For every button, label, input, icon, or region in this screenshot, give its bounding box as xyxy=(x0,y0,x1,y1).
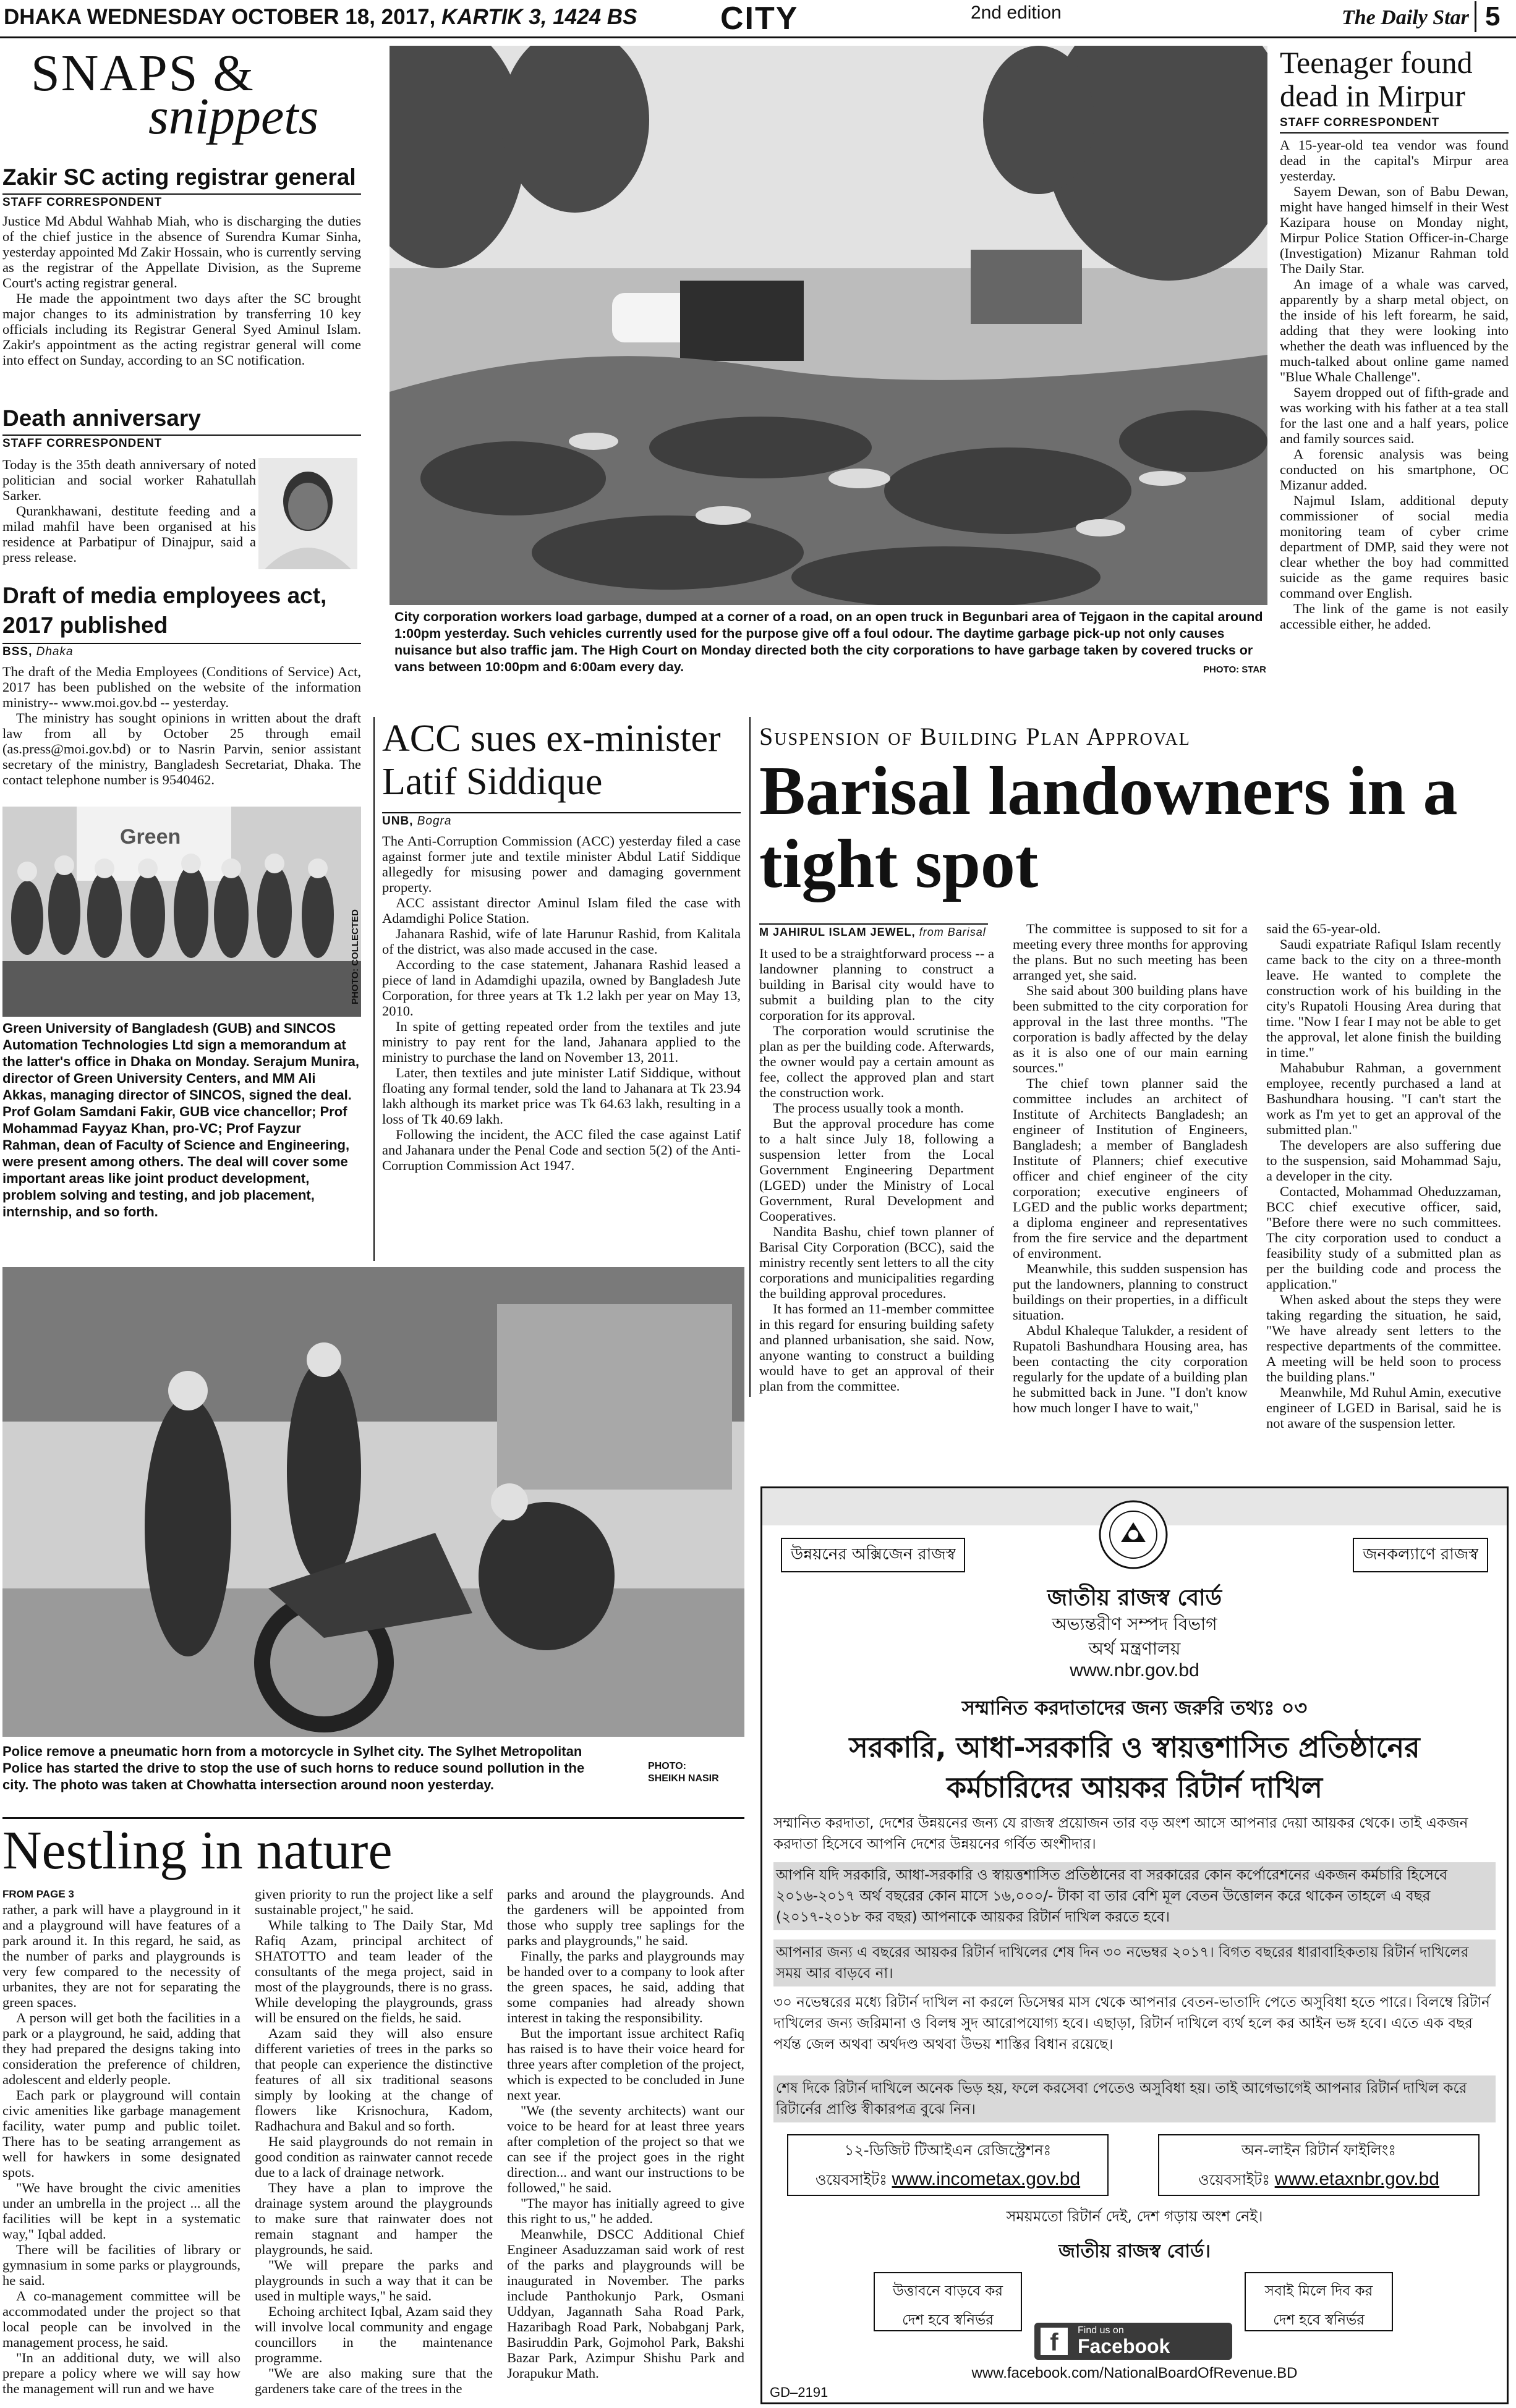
barisal-header xyxy=(759,722,1507,920)
ad-sign: জাতীয় রাজস্ব বোর্ড। xyxy=(1058,2241,1211,2262)
headline: Draft of media employees act, 2017 published xyxy=(2,583,327,638)
headline: Nestling in nature xyxy=(2,1817,744,1881)
ad-left-slogan-box: উত্তাবনে বাড়বে কর দেশ হবে স্বনির্ভর xyxy=(874,2272,1022,2331)
police-photo xyxy=(2,1267,744,1737)
snaps-header: SNAPS & snippets xyxy=(31,45,319,145)
headline: Death anniversary xyxy=(2,405,201,431)
article-teenager: Teenager found dead in Mirpur STAFF CORRESPONDENT A 15-year-old tea vendor was found dead in the capital's Mirpur area yesterday. Sayem Dewan, son of Babu Dewan, might have hanged himself in their West Kazipara house on Monday night, Mirpur Police Station Officer-in-Charge (Investigation) Mizanur Rahman told The Daily Star. An image of a whale was carved, apparently by a sharp metal object, on the inside of his left forearm, he said, adding that they were looking into whether the death was influenced by the much-talked about online game named "Blue Whale Challenge". Sayem dropped out of fifth-grade and was working with his father at a tea stall for the last one and a half years, police and family sources said. A forensic analysis was being conducted on his smartphone, OC Mizanur added. Najmul Islam, additional deputy commissioner of social media monitoring team of cyber crime department of DMP, said they were not clear whether the boy had committed suicide as the game requires basic command over English. The link of the game is not easily accessible either, he added. xyxy=(1280,46,1509,632)
portrait-photo xyxy=(258,458,357,569)
photo-credit: PHOTO: COLLECTED xyxy=(350,909,360,1004)
portrait-figure xyxy=(258,458,357,569)
garbage-caption: City corporation workers load garbage, dumped at a corner of a road, on an open truck in Begunbari area of Tejgaon in the capital around 1:00pm yesterday. Such vehicles currently used for the purpose give off a foul odour. The daytime garbage pick-up not only causes nuisance but also traffic jam. The High Court on Monday directed both the city corporations to have garbage taken by covered trucks or vans between 10:00pm and 6:00am every day. PHOTO: STAR xyxy=(394,609,1266,695)
incometax-link[interactable]: www.incometax.gov.bd xyxy=(892,2169,1081,2189)
ad-code: GD–2191 xyxy=(770,2385,828,2400)
gub-caption: Green University of Bangladesh (GUB) and SINCOS Automation Technologies Ltd sign a memorandum at the latter's office in Dhaka on Monday. Serajum Munira, director of Green University Centers, and MM Ali Akkas, managing director of SINCOS, signed the deal. Prof Golam Samdani Fakir, GUB vice chancellor; Prof Mohammad Fayyaz Khan, pro-VC; Prof Fayzur Rahman, dean of Faculty of Science and Engineering, were present among others. The deal will cover some important areas like joint product development, problem solving and testing, and job placement, internship, and so forth. xyxy=(2,1020,359,1219)
ad-org: জাতীয় রাজস্ব বোর্ড xyxy=(1047,1585,1222,1611)
banner-text: Green xyxy=(120,825,181,849)
ad-dept: অভ্যন্তরীণ সম্পদ বিভাগ xyxy=(1052,1614,1217,1634)
ad-tag-right: জনকল্যাণে রাজস্ব xyxy=(1353,1538,1488,1572)
ad-ministry: অর্থ মন্ত্রণালয় xyxy=(1088,1639,1181,1659)
ad-para-2: আপনি যদি সরকারি, আধা-সরকারি ও স্বায়ত্তশাসিত প্রতিষ্ঠানের বা সরকারের কোন কর্পোরেশনের একজন কর্মচারি হিসেবে ২০১৬-২০১৭ অর্থ বছরের কোন মাসে ১৬,০০০/- টাকা বা তার বেশি মূল বেতন উত্তোলন করে থাকেন তাহলে এ বছর (২০১৭-২০১৮ কর বছর) আপনাকে আয়কর রিটার্ন দাখিল করতে হবে। xyxy=(773,1862,1496,1930)
ad-title-2: কর্মচারিদের আয়কর রিটার্ন দাখিল xyxy=(946,1771,1323,1804)
nbr-advertisement xyxy=(760,1486,1509,2404)
page-number: 5 xyxy=(1475,1,1500,32)
barisal-col-2: The committee is supposed to sit for a meeting every three months for approving the plans. But no such meeting has been arranged yet, she said. She said about 300 building plans have been submitted to the city corporation for approval in the last three months. "The corporation is badly affected by the delay as it is also one of our main earning sources." The chief town planner said the committee includes an architect of Institute of Architects Bangladesh; an engineer of Institution of Engineers, Bangladesh; a member of Bangladesh Institute of Planners; chief executive officer and chief engineer of the city corporation; executive engineers of LGED and the public works department; a diploma engineer and representatives from the fire service and the department of environment. Meanwhile, this sudden suspension has put the landowners, planning to construct buildings on their properties, in a difficult situation. Abdul Khaleque Talukder, a resident of Rupatoli Bashundhara Housing area, has been contacting the city corporation regularly for the update of a building plan he submitted back in June. "I don't know how much longer I have to wait," xyxy=(1013,921,1248,1415)
edition-label: 2nd edition xyxy=(971,2,1062,23)
ad-info: সম্মানিত করদাতাদের জন্য জরুরি তথ্যঃ ০৩ xyxy=(961,1696,1308,1719)
dateline: DHAKA WEDNESDAY OCTOBER 18, 2017, KARTIK 3, 1424 BS xyxy=(4,5,637,29)
byline: M JAHIRUL ISLAM JEWEL, from Barisal xyxy=(759,923,988,939)
article-acc: ACC sues ex-minister Latif Siddique UNB, Bogra The Anti-Corruption Commission (ACC) yesterday filed a case against former jute and textile minister Abdul Latif Siddique allegedly for misusing power and damaging government property. ACC assistant director Aminul Islam filed the case with Adamdighi Police Station. Jahanara Rashid, wife of late Harunur Rashid, from Kalitala of the district, was also made accused in the case. According to the case statement, Jahanara Rashid leased a piece of land in Adamdighi upazila, owned by Bangladesh Jute Corporation, for three years at Tk 1.2 lakh per year on May 13, 2010. In spite of getting repeated order from the textiles and jute ministry to pay rent for the land, Jahanara applied to the ministry to purchase the land on November 13, 2011. Later, then textiles and jute minister Latif Siddique, without floating any formal tender, sold the land to Jahanara at Tk 23.94 lakh although its market price was Tk 64.63 lakh, resulting in a loss of Tk 40.69 lakh. Following the incident, the ACC filed the case against Latif and Jahanara under the Penal Code and section 5(2) of the Anti-Corruption Commission Act 1947. xyxy=(382,718,741,1173)
ad-title-1: সরকারি, আধা-সরকারি ও স্বায়ত্তশাসিত প্রতিষ্ঠানের xyxy=(849,1731,1420,1764)
ad-slogan: সময়মতো রিটার্ন দেই, দেশ গড়ায় অংশ নেই। xyxy=(1006,2208,1263,2225)
ad-para-4: ৩০ নভেম্বরের মধ্যে রিটার্ন দাখিল না করলে ডিসেম্বর মাস থেকে আপনার বেতন-ভাতাদি পেতে অসুবিধা হতে পারে। বিলম্বে রিটার্ন দাখিলের জন্য জরিমানা ও বিলম্ব সুদ আরোপযোগ্য হবে। এছাড়া, রিটার্ন দাখিলে ব্যর্থ হলে কর আইন ভঙ্গ হবে। এতে এক বছর পর্যন্ত জেল অথবা অর্থদণ্ড অথবা উভয় শাস্তির বিধান রয়েছে। xyxy=(773,1995,1490,2053)
police-horn-image xyxy=(2,1267,744,1737)
nbr-emblem-icon xyxy=(1096,1498,1170,1572)
garbage-scene-image xyxy=(390,46,1267,605)
police-caption: Police remove a pneumatic horn from a motorcycle in Sylhet city. The Sylhet Metropolitan Police has started the drive to stop the use of such horns to reduce sound pollution in the city. The photo was taken at Chowhatta intersection around noon yesterday. xyxy=(2,1744,585,1792)
byline: STAFF CORRESPONDENT xyxy=(1280,116,1440,129)
gub-photo xyxy=(2,807,361,1017)
headline: ACC sues ex-minister Latif Siddique xyxy=(382,718,721,803)
ad-tag-left: উন্নয়নের অক্সিজেন রাজস্ব xyxy=(781,1538,965,1572)
ad-website[interactable]: www.nbr.gov.bd xyxy=(1070,1660,1199,1681)
etax-link[interactable]: www.etaxnbr.gov.bd xyxy=(1274,2169,1439,2189)
byline: STAFF CORRESPONDENT xyxy=(2,193,361,210)
nestling-col-1: FROM PAGE 3 rather, a park will have a playground in it and a playground will have features of a park around it. In this regard, he said, as the number of parks and playgrounds is very few compared to the necessity of urbanites, they are not for separating the green spaces. A person will get both the facilities in a park or a playground, he said, adding that they had prepared the designs taking into consideration the preference of children, adolescent and elderly people. Each park or playground will contain civic amenities like garbage management facility, water pump and public toilet. There has to be seating arrangement as well for hawkers in some designated spots. "We have brought the civic amenities under an umbrella in the project ... all the facilities will be kept in a systematic way," Iqbal added. There will be facilities of library or gymnasium in some parks or playgrounds, he said. A co-management committee will be accommodated under the project so that local people can be involved in the management process, he said. "In an additional duty, we will also prepare a policy where we will say how the management will run and we have xyxy=(2,1888,241,2396)
ad-para-1: সম্মানিত করদাতা, দেশের উন্নয়নের জন্য যে রাজস্ব প্রয়োজন তার বড় অংশ আসে আপনার দেয়া আয়কর থেকে। তাই একজন করদাতা হিসেবে আপনি দেশের উন্নয়নের গর্বিত অংশীদার। xyxy=(773,1815,1468,1852)
article-barisal xyxy=(759,921,1507,1440)
byline: UNB, Bogra xyxy=(382,812,741,828)
article-nestling xyxy=(2,1817,744,2404)
facebook-icon: f xyxy=(1041,2328,1068,2355)
gub-signing-image xyxy=(2,807,361,1017)
barisal-col-1: It used to be a straightforward process -- a landowner planning to construct a building in Barisal city would have to submit a building plan to the city corporation for its approval. The corporation would scrutinise the plan as per the building code. Afterwards, the owner would pay a certain amount as fee, collect the approved plan and start the construction work. The process usually took a month. But the approval procedure has come to a halt since July 18, following a suspension letter from the Local Government Engineering Department (LGED) under the Ministry of Local Government, Rural Development and Cooperatives. Nandita Bashu, chief town planner of Barisal City Corporation (BCC), said the ministry recently sent letters to all the city corporations and municipalities regarding the building approval procedures. It has formed an 11-member committee in this regard for ensuring building safety and planned urbanisation, she said. Now, anyone wanting to construct a building would have to get an approval of their plan from the committee. xyxy=(759,946,994,1394)
kicker: Suspension of Building Plan Approval xyxy=(759,723,1191,750)
section-title: CITY xyxy=(720,1,799,36)
nestling-col-3: parks and around the playgrounds. And the gardeners will be appointed from those who supply tree saplings for the parks and playgrounds," he said. Finally, the parks and playgrounds may be handed over to a company to look after the green spaces, he said, adding that some companies had already shown interest in taking the responsibility. But the important issue architect Rafiq has raised is to have their voice heard for three years after completion of the project, which is expected to be concluded in June next year. "We (the seventy architects) want our voice to be heard for at least three years after completion of the project so that we can see if the project goes in the right direction... and want our instructions to be followed," he said. "The mayor has initially agreed to give this right to us," he added. Meanwhile, DSCC Additional Chief Engineer Asaduzzaman said work of rest of the parks and playgrounds will be inaugurated in November. The parks include Panthokunjo Park, Osmani Uddyan, Jagannath Saha Road Park, Hazaribagh Road Park, Nobabganj Park, Basiruddin Park, Gojmohol Park, Bakshi Bazar Park, Azimpur Shishu Park and Jorapukur Math. xyxy=(507,1886,744,2381)
byline: BSS, Dhaka xyxy=(2,643,361,659)
ad-right-slogan-box: সবাই মিলে দিব কর দেশ হবে স্বনির্ভর xyxy=(1245,2272,1393,2331)
photo-credit: PHOTO: SHEIKH NASIR xyxy=(648,1761,719,1784)
column-rule xyxy=(373,717,375,1261)
ad-efiling-box: অন-লাইন রিটার্ন ফাইলিংঃ ওয়েবসাইটঃ www.etaxnbr.gov.bd xyxy=(1158,2134,1480,2196)
facebook-badge[interactable]: f Find us on Facebook xyxy=(1034,2323,1232,2360)
article-zakir: Zakir SC acting registrar general STAFF CORRESPONDENT Justice Md Abdul Wahhab Miah, who is discharging the duties of the chief justice in the absence of Surendra Kumar Sinha, yesterday appointed Md Zakir Hossain, who is currently serving as the registrar of the Appellate Division, as the Supreme Court's acting registrar general. He made the appointment two days after the SC brought major changes to its administration by transferring 10 key officials including its Registrar General Syed Aminul Islam. Zakir's appointment as the acting registrar general will come into effect on Sunday, according to an SC notification. xyxy=(2,164,361,368)
paper-logo: The Daily Star xyxy=(1342,6,1469,29)
article-death-anniversary: Death anniversary STAFF CORRESPONDENT Today is the 35th death anniversary of noted politician and social worker Rahatullah Sarker. Qurankhawani, destitute feeding and a milad mahfil have been organised at his residence at Parbatipur of Dinajpur, said a press release. xyxy=(2,405,361,584)
nestling-col-2: given priority to run the project like a self sustainable project," he said. While talking to The Daily Star, Md Rafiq Azam, principal architect of SHATOTTO and team leader of the consultants of the mega project, said in most of the playgrounds, there is no grass. While developing the playgrounds, grass will be ensured on the fields, he said. Azam said they will also ensure different varieties of trees in the parks so that people can experience the distinctive features of all six traditional seasons simply by looking at the change of flowers like Krisnochura, Kadom, Radhachura and Bakul and so forth. He said playgrounds do not remain in good condition as rainwater cannot recede due to a lack of drainage network. They have a plan to improve the drainage system around the playgrounds to make sure that rainwater does not remain stagnant and hamper the playgrounds, he said. "We will prepare the parks and playgrounds in such a way that it can be used in multiple ways," he said. Echoing architect Iqbal, Azam said they will involve local community and engage councillors in the maintenance programme. "We are also making sure that the gardeners take care of the trees in the xyxy=(255,1886,493,2396)
ad-para-3: আপনার জন্য এ বছরের আয়কর রিটার্ন দাখিলের শেষ দিন ৩০ নভেম্বর ২০১৭। বিগত বছরের ধারাবাহিকতায় রিটার্ন দাখিলের সময় আর বাড়বে না। xyxy=(773,1940,1496,1986)
headline: Barisal landowners in a tight spot xyxy=(759,753,1458,902)
facebook-url[interactable]: www.facebook.com/NationalBoardOfRevenue.BD xyxy=(971,2365,1298,2381)
ad-para-5: শেষ দিকে রিটার্ন দাখিলে অনেক ভিড় হয়, ফলে করসেবা পেতেও অসুবিধা হয়। তাই আগেভাগেই আপনার রিটার্ন দাখিল করে রিটার্নের প্রাপ্তি স্বীকারপত্র বুঝে নিন। xyxy=(773,2075,1496,2122)
ad-tin-box: ১২-ডিজিট টিআইএন রেজিস্ট্রেশনঃ ওয়েবসাইটঃ www.incometax.gov.bd xyxy=(787,2134,1109,2196)
photo-credit: PHOTO: STAR xyxy=(1203,664,1266,675)
byline: STAFF CORRESPONDENT xyxy=(2,435,361,451)
column-rule xyxy=(749,717,751,1397)
headline: Teenager found dead in Mirpur xyxy=(1280,46,1473,113)
barisal-col-3: said the 65-year-old. Saudi expatriate Rafiqul Islam recently came back to the city on a three-month leave. He wanted to complete the construction work of his building in the city's Rupatoli Housing Area during that time. "Now I fear I may not be able to get the approval, let alone finish the building in time." Mahabubur Rahman, a government employee, recently purchased a land at Bashundhara housing. "I can't start the work as I'm yet to get an approval of the submitted plan." The developers are also suffering due to the suspension, said Mohammad Saju, a developer in the city. Contacted, Mohammad Oheduzzaman, BCC chief executive officer, said, "Before there were no such committees. The city corporation used to conduct a feasibility study of a submitted plan as per the building code and process the application." When asked about the steps they were taking regarding the situation, he said, "We have already sent letters to the respective departments of the committee. A meeting will be held soon to process the building plans." Meanwhile, Md Ruhul Amin, executive engineer of LGED in Barisal, said he is not aware of the suspension letter. xyxy=(1266,921,1501,1431)
article-media-act: Draft of media employees act, 2017 published BSS, Dhaka The draft of the Media Employees (Conditions of Service) Act, 2017 has been published on the website of the information ministry-- www.moi.gov.bd -- yesterday. The ministry has sought opinions in written about the draft law from all by October 25 through email (as.press@moi.gov.bd) or to Nasrin Parvin, senior assistant secretary of the ministry, Bangladesh Secretariat, Dhaka. The contact telephone number is 9540462. xyxy=(2,581,361,803)
garbage-photo xyxy=(390,46,1267,605)
headline: Zakir SC acting registrar general xyxy=(2,164,356,190)
